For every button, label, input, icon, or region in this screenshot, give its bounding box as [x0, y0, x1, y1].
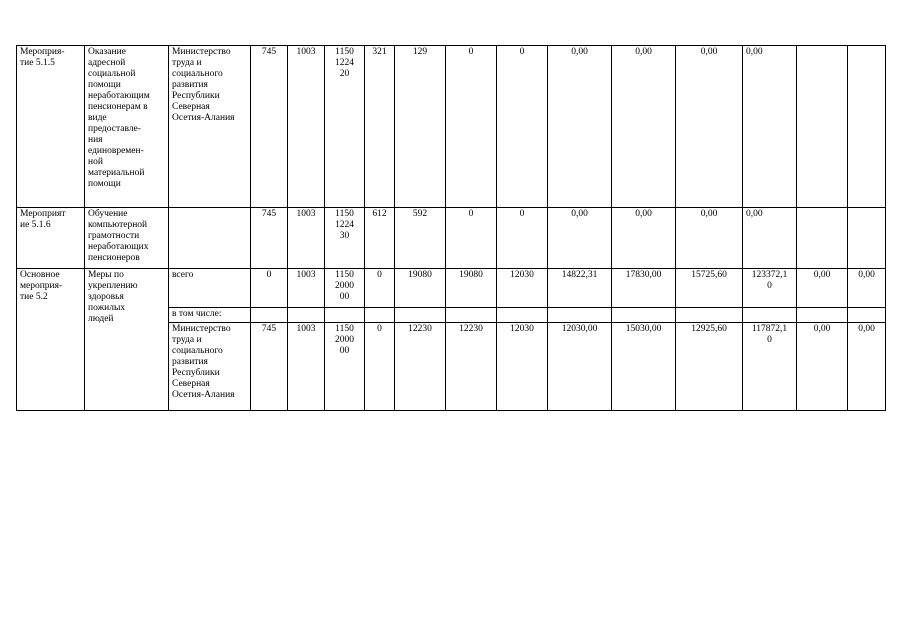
- vr-cell: 612: [365, 208, 395, 269]
- row-code-cell: Мероприя- тие 5.1.5: [17, 46, 85, 208]
- csr-cell: 1150 1224 20: [325, 46, 365, 208]
- value-cell: 0,00: [848, 269, 886, 308]
- csr-cell: 1150 1224 30: [325, 208, 365, 269]
- value-cell: 0,00: [676, 46, 743, 208]
- value-cell: 15725,60: [676, 269, 743, 308]
- csr-cell: 1150 2000 00: [325, 269, 365, 308]
- row-title-cell: Оказание адресной социальной помощи неработающим пенсионерам в виде предоставле- ния единовремен- ной материальной помощи: [85, 46, 169, 208]
- vr-cell: 0: [365, 323, 395, 411]
- value-cell: 0,00: [797, 323, 848, 411]
- value-cell: 15030,00: [612, 323, 676, 411]
- empty-cell: [848, 308, 886, 323]
- rzpr-cell: 1003: [288, 269, 325, 308]
- empty-cell: [743, 308, 797, 323]
- value-cell: 0: [446, 46, 497, 208]
- value-cell: 19080: [395, 269, 446, 308]
- value-cell: 0,00: [797, 269, 848, 308]
- table-row: [17, 46, 886, 208]
- executor-cell: в том числе:: [169, 308, 251, 323]
- value-cell: [797, 208, 848, 269]
- value-cell: 12030: [497, 269, 548, 308]
- executor-cell: всего: [169, 269, 251, 308]
- grbs-cell: 745: [251, 323, 288, 411]
- budget-table: [16, 45, 886, 411]
- row-code-cell: Мероприят ие 5.1.6: [17, 208, 85, 269]
- value-cell: 12230: [395, 323, 446, 411]
- value-cell: 0,00: [743, 46, 797, 208]
- value-cell: [848, 46, 886, 208]
- value-cell: 0,00: [548, 208, 612, 269]
- empty-cell: [365, 308, 395, 323]
- empty-cell: [612, 308, 676, 323]
- value-cell: 14822,31: [548, 269, 612, 308]
- vr-cell: 0: [365, 269, 395, 308]
- empty-cell: [676, 308, 743, 323]
- value-cell: 0,00: [548, 46, 612, 208]
- value-cell: [848, 208, 886, 269]
- empty-cell: [446, 308, 497, 323]
- value-cell: 12230: [446, 323, 497, 411]
- value-cell: 0,00: [676, 208, 743, 269]
- empty-cell: [395, 308, 446, 323]
- rzpr-cell: 1003: [288, 46, 325, 208]
- table-row: [17, 269, 886, 308]
- value-cell: 0: [497, 46, 548, 208]
- row-title-cell: Обучение компьютерной грамотности неработающих пенсионеров: [85, 208, 169, 269]
- empty-cell: [325, 308, 365, 323]
- value-cell: 592: [395, 208, 446, 269]
- rzpr-cell: 1003: [288, 323, 325, 411]
- executor-cell: Министерство труда и социального развития Республики Северная Осетия-Алания: [169, 323, 251, 411]
- rzpr-cell: 1003: [288, 208, 325, 269]
- value-cell: 129: [395, 46, 446, 208]
- value-cell: 117872,1 0: [743, 323, 797, 411]
- empty-cell: [288, 308, 325, 323]
- csr-cell: 1150 2000 00: [325, 323, 365, 411]
- value-cell: 0,00: [612, 208, 676, 269]
- vr-cell: 321: [365, 46, 395, 208]
- grbs-cell: 745: [251, 46, 288, 208]
- executor-cell: [169, 208, 251, 269]
- value-cell: 0: [497, 208, 548, 269]
- executor-cell: Министерство труда и социального развития Республики Северная Осетия-Алания: [169, 46, 251, 208]
- row-title-cell: Меры по укреплению здоровья пожилых людей: [85, 269, 169, 411]
- value-cell: 12030,00: [548, 323, 612, 411]
- value-cell: 0,00: [612, 46, 676, 208]
- value-cell: 0,00: [743, 208, 797, 269]
- value-cell: 12030: [497, 323, 548, 411]
- value-cell: 0,00: [848, 323, 886, 411]
- grbs-cell: 0: [251, 269, 288, 308]
- grbs-cell: 745: [251, 208, 288, 269]
- empty-cell: [251, 308, 288, 323]
- table-row: [17, 208, 886, 269]
- value-cell: 123372,1 0: [743, 269, 797, 308]
- empty-cell: [548, 308, 612, 323]
- value-cell: 12925,60: [676, 323, 743, 411]
- empty-cell: [497, 308, 548, 323]
- value-cell: [797, 46, 848, 208]
- empty-cell: [797, 308, 848, 323]
- value-cell: 19080: [446, 269, 497, 308]
- row-code-cell: Основное мероприя- тие 5.2: [17, 269, 85, 411]
- value-cell: 17830,00: [612, 269, 676, 308]
- value-cell: 0: [446, 208, 497, 269]
